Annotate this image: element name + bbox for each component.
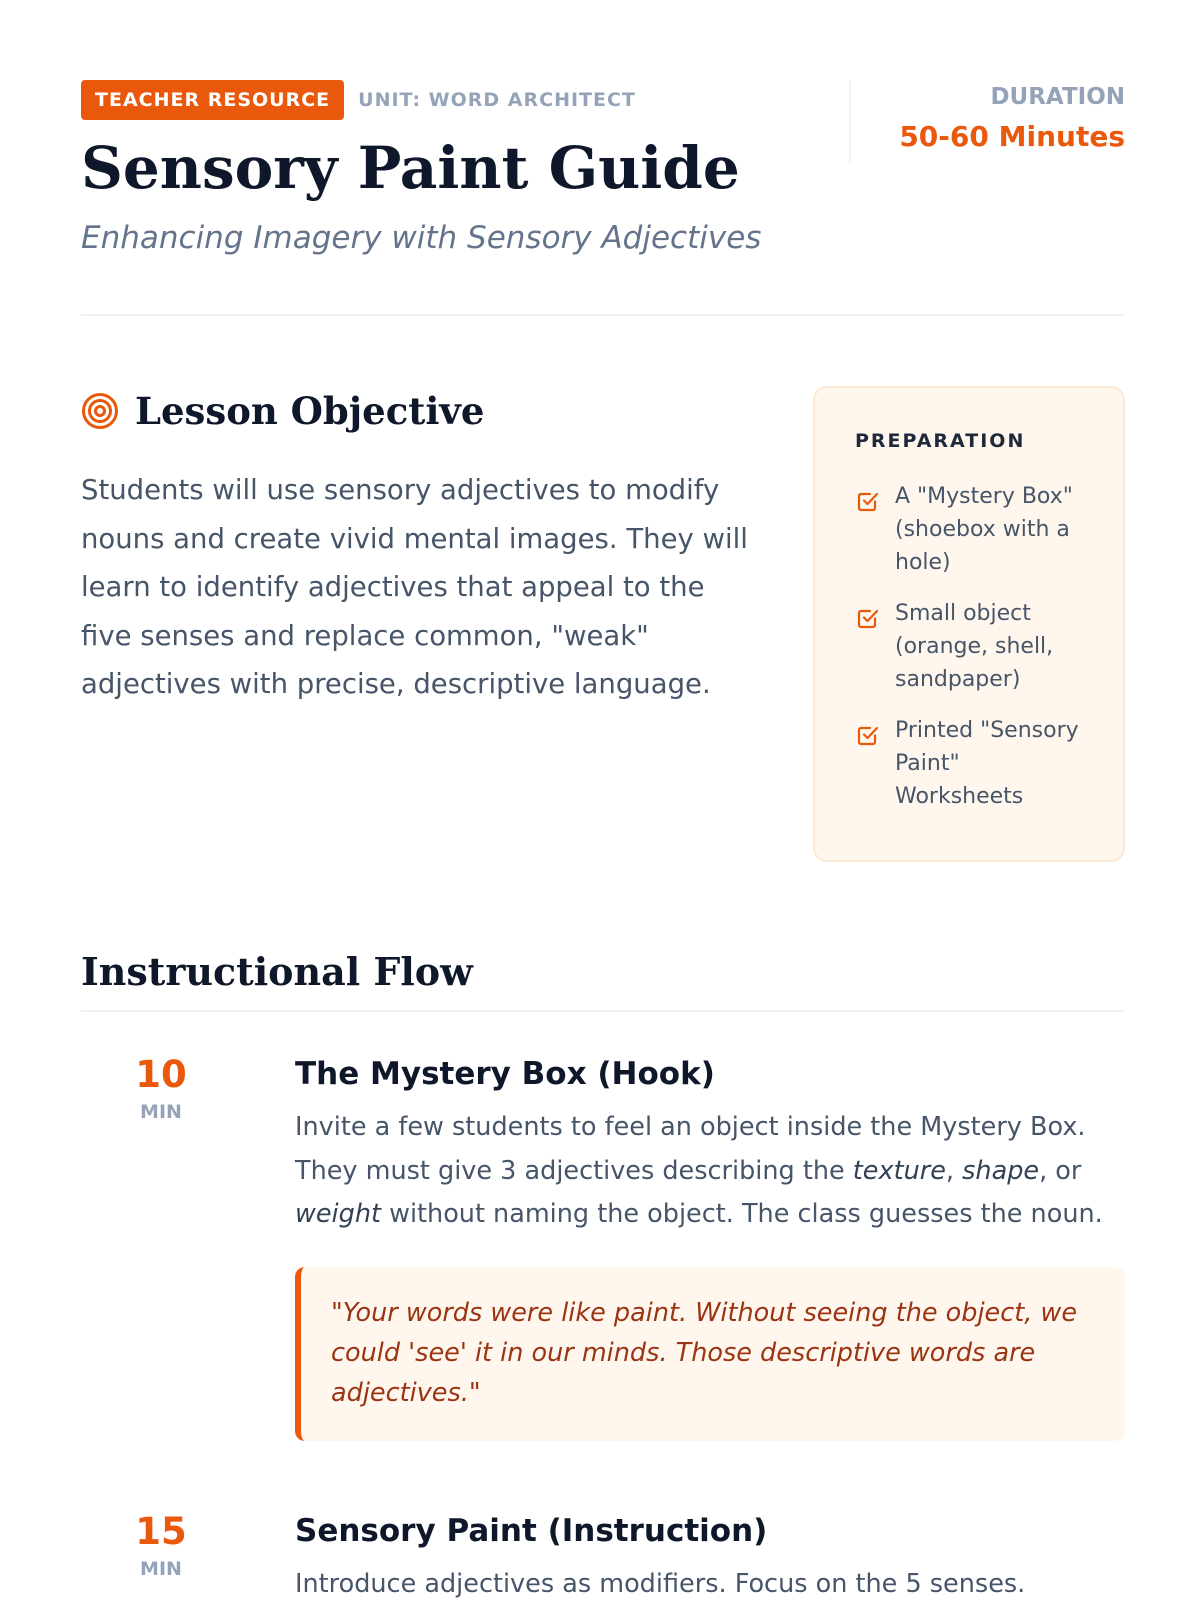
preparation-item <box>855 480 1093 579</box>
page-title: Sensory Paint Guide <box>81 134 740 202</box>
preparation-title: PREPARATION <box>855 430 1026 452</box>
divider <box>81 1010 1125 1012</box>
duration-block <box>849 80 1125 162</box>
page-header <box>81 80 1125 316</box>
objective-text: Students will use sensory adjectives to modify nouns and create vivid mental images. They will learn to identify adjectives that appeal to the five senses and replace common, "weak" adjectives with precise, descriptive language. <box>81 474 748 700</box>
resource-badge: TEACHER RESOURCE <box>81 80 344 120</box>
step-description: Introduce adjectives as modifiers. Focus on the 5 senses. <box>295 1569 1026 1599</box>
step-description-text: Invite a few students to feel an object inside the Mystery Box. They must give 3 adjectives describing the <box>295 1112 1086 1186</box>
step-time <box>81 1052 241 1126</box>
preparation-item-text: A "Mystery Box" (shoebox with a hole) <box>895 484 1073 575</box>
step-description <box>295 1106 1125 1237</box>
page-subtitle: Enhancing Imagery with Sensory Adjectives <box>81 220 762 256</box>
objective-title: Lesson Objective <box>135 389 485 433</box>
step-time <box>81 1509 241 1583</box>
step-title: The Mystery Box (Hook) <box>295 1056 715 1092</box>
teacher-quote: "Your words were like paint. Without seeing the object, we could 'see' it in our minds. Those descriptive words are adjectives." <box>295 1267 1125 1441</box>
step-minutes-unit: MIN <box>140 1101 182 1123</box>
step-description-text: , or <box>1039 1155 1082 1186</box>
objective-heading <box>81 386 484 436</box>
preparation-item-text: Printed "Sensory Paint" Worksheets <box>895 718 1079 809</box>
emphasis-shape: shape <box>962 1155 1040 1186</box>
duration-value: 50-60 Minutes <box>899 120 1125 153</box>
duration-label: DURATION <box>990 84 1125 110</box>
step-description-text: , <box>945 1155 963 1186</box>
checkbox-icon <box>855 722 881 748</box>
meta-row <box>81 80 636 120</box>
step-title: Sensory Paint (Instruction) <box>295 1513 768 1549</box>
step-minutes: 10 <box>135 1053 187 1096</box>
target-icon <box>81 392 119 430</box>
step-description-text: without naming the object. The class guesses the noun. <box>380 1199 1103 1229</box>
step-body <box>295 1052 1125 1441</box>
checkbox-icon <box>855 605 881 631</box>
preparation-item <box>855 714 1093 813</box>
preparation-item <box>855 597 1093 696</box>
step-minutes: 15 <box>135 1510 187 1553</box>
emphasis-texture: texture <box>852 1155 946 1186</box>
lesson-page <box>81 0 1125 1600</box>
step-body <box>295 1509 1125 1600</box>
unit-label: UNIT: WORD ARCHITECT <box>358 89 636 111</box>
step-minutes-unit: MIN <box>140 1558 182 1580</box>
preparation-item-text: Small object (orange, shell, sandpaper) <box>895 601 1054 692</box>
flow-title: Instructional Flow <box>81 949 473 994</box>
emphasis-weight: weight <box>295 1199 381 1229</box>
preparation-card <box>813 386 1125 862</box>
checkbox-icon <box>855 488 881 514</box>
